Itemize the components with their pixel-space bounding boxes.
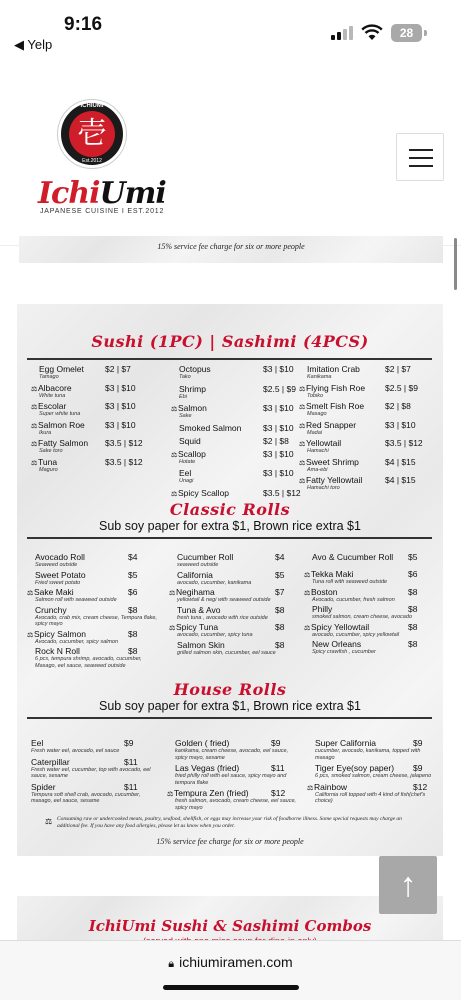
menu-item [31,757,155,780]
menu-item-description: Kanikama [307,374,332,380]
menu-item-name: ⚖Salmon [171,403,207,413]
menu-item-description: fresh salmon, avocado, cream cheese, eel sauce, spicy mayo [175,798,297,811]
menu-item [171,487,301,498]
section-divider [27,717,432,719]
menu-item-name: New Orleans [312,639,362,649]
menu-item [315,763,435,780]
menu-item-name: ⚖Salmon Roe [31,419,85,430]
menu-item-description: Maguro [39,466,58,473]
menu-item-price: $8 [128,604,138,615]
menu-item-description: Avocado, crab mix, cream cheese, Tempura flake, spicy mayo [35,614,157,627]
menu-item-description: fried philly roll with eel sauce, spicy mayo and tempura flake [175,773,287,786]
menu-item-name: Tuna & Avo [177,604,221,615]
menu-item [177,552,299,569]
menu-item-price: $11 [271,763,285,773]
menu-item-name: Las Vegas (fried) [175,763,240,773]
menu-item-name: Rock N Roll [35,646,80,656]
menu-item-name: California [177,569,213,580]
menu-item-description: Sake toro [39,448,63,454]
menu-item-name: Philly [312,604,333,614]
menu-item-name: ⚖Rainbow [307,781,348,792]
menu-item-description: California roll topped with 4 kind of fish(chef's choice) [315,791,426,804]
menu-item [307,364,429,381]
brand-tagline: JAPANESE CUISINE I EST.2012 [40,208,165,215]
menu-item [175,738,299,761]
menu-item-name: ⚖Smelt Fish Roe [299,401,365,411]
menu-item [169,622,299,639]
menu-item-price: $4 [128,552,138,562]
menu-item-price: $8 [128,646,138,656]
menu-item [167,788,299,811]
menu-item [315,738,435,761]
menu-item-price: $3 | $10 [385,419,416,430]
menu-item [35,646,157,669]
menu-item [39,364,159,381]
menu-page-area [0,242,461,940]
hamburger-menu-button[interactable] [396,133,444,181]
browser-address-bar[interactable] [0,940,461,1000]
menu-item [312,639,434,656]
menu-item-name: ⚖Spicy Scallop [171,487,230,498]
menu-item-name: Eel [31,738,44,748]
menu-item-description: yellowtail & negi with seaweed outside [177,597,271,603]
menu-item-name: Imitation Crab [307,364,360,374]
menu-item-name: ⚖Spicy Tuna [169,622,219,632]
menu-item-name: ⚖Negihama [169,587,215,597]
menu-item-price: $3 | $10 [263,364,294,374]
menu-item-name: ⚖Yellowtail [299,438,342,448]
menu-item [299,401,429,418]
menu-item-name: Shrimp [179,383,206,394]
menu-item-price: $3 | $10 [263,468,294,478]
menu-item [31,438,159,455]
site-header [0,58,461,246]
menu-item-name: ⚖Tempura Zen (fried) [167,788,249,798]
raw-fish-icon: ⚖ [307,784,314,792]
menu-item-description: Fried sweet potato [35,579,81,586]
menu-item-price: $9 [413,738,423,748]
menu-item-name: Crunchy [35,604,67,615]
scroll-to-top-button[interactable] [379,856,437,914]
logo-ring-bottom: Est.2012 [82,158,102,164]
brand-wordmark[interactable] [38,176,166,211]
classic-rolls-subtitle: Sub soy paper for extra $1, Brown rice extra $1 [99,519,361,533]
menu-item-price: $2.5 | $9 [385,382,418,393]
menu-item-name: ⚖Spicy Salmon [27,628,86,639]
menu-item-description: avocado, cucumber, spicy tuna [177,632,253,638]
menu-item-name: ⚖Scallop [171,448,206,459]
raw-fish-icon: ⚖ [304,589,311,597]
menu-item-price: $3 | $10 [105,419,136,430]
raw-fish-icon: ⚖ [299,441,306,448]
url-text[interactable]: ichiumiramen.com [179,954,293,970]
menu-item-name: Tiger Eye(soy paper) [315,763,395,773]
menu-item [171,448,294,466]
menu-item-name: Avo & Cucumber Roll [312,552,394,562]
menu-item-price: $2 | $7 [385,364,411,374]
menu-item-name: ⚖Albacore [31,382,72,393]
menu-item-description: avocado, cucumber, kanikama [177,579,252,586]
menu-item-description: Fresh water eel, avocado, eel sauce [31,748,120,754]
menu-item-name: Super California [315,738,376,748]
menu-item-price: $11 [124,781,138,792]
menu-item-price: $3.5 | $12 [105,456,143,467]
menu-item-description: kanikama, cream cheese, avocado, eel sauce, spicy mayo, sesame [175,748,289,761]
menu-item-price: $9 [413,763,423,773]
menu-item [307,781,435,805]
menu-item-price: $7 [275,587,285,597]
raw-fish-icon: ⚖ [299,459,306,467]
section-divider [27,358,432,360]
service-fee-note: 15% service fee charge for six or more people [157,242,305,251]
menu-item-name: Spider [31,781,56,792]
menu-item-price: $2 | $7 [105,364,131,374]
menu-item [179,468,294,485]
menu-item-description: Seaweed outside [35,562,78,568]
house-rolls-title: House Rolls [173,680,287,699]
menu-item-name: ⚖Flying Fish Roe [299,382,366,393]
menu-item-name: ⚖Spicy Yellowtail [304,621,370,632]
menu-item-description: Unagi [179,478,194,484]
menu-item-description: grilled salmon skin, cucumber, eel sauce [177,649,276,656]
menu-item [299,419,429,437]
raw-fish-icon: ⚖ [171,490,178,498]
menu-item [304,586,434,604]
menu-item [31,419,159,437]
menu-item [35,605,157,628]
menu-item-price: $3 | $10 [263,448,294,459]
menu-item [175,763,299,786]
menu-item-name: ⚖Tekka Maki [304,569,354,579]
menu-item-description: 6 pcs, smoked salmon, cream cheese, jalapeno [315,773,432,779]
menu-item-name: Sweet Potato [35,569,86,580]
menu-item-price: $2 | $8 [385,401,411,411]
sushi-section-title: Sushi (1PC) | Sashimi (4PCS) [91,332,369,351]
menu-item-price: $8 [128,628,138,639]
combos-title: IchiUmi Sushi & Sashimi Combos [88,917,372,935]
menu-item-description: Sake [179,413,192,419]
menu-item-name: Avocado Roll [35,552,85,562]
brand-black: Umi [99,176,166,211]
home-indicator[interactable] [163,985,299,990]
menu-item-description: Hamachi toro [307,485,340,491]
menu-item [31,782,155,805]
menu-item [35,552,157,569]
menu-item-price: $2.5 | $9 [263,383,296,394]
menu-item-description: Avocado, cucumber, fresh salmon [312,596,395,603]
raw-fish-icon: ⚖ [27,590,34,597]
menu-item-description: Super white tuna [39,411,81,417]
raw-food-notice: Consuming raw or undercooked meats, poultry, seafood, shellfish, or eggs may increase your risk of foodborne illness. Some special requests may charge an additional fee. If you have any food allergies, please let us know when you order. [57,816,402,829]
menu-item-name: Octopus [179,364,211,374]
menu-item-price: $3 | $10 [263,403,294,413]
menu-item-description: fresh tuna , avocado with rice outside [177,614,268,621]
raw-fish-icon: ⚖ [304,624,311,632]
menu-item [299,438,429,455]
menu-item-description: Ebi [179,393,187,400]
menu-item [299,382,429,400]
menu-item-description: Tako [179,374,191,380]
arrow-up-icon: ↑ [399,866,417,904]
menu-item [35,570,157,587]
service-fee-note: 15% service fee charge for six or more people [156,837,304,846]
menu-item [312,604,434,621]
menu-item-price: $12 [413,781,428,792]
menu-item [299,475,429,492]
menu-item-name: ⚖Sweet Shrimp [299,456,359,467]
battery-icon: 28 [391,24,422,42]
raw-fish-icon: ⚖ [299,385,306,393]
menu-item-description: Tamago [39,374,59,380]
battery-tip [424,30,427,36]
menu-item-name: Golden ( fried) [175,738,230,748]
menu-item-description: Ikura [39,429,52,436]
menu-item [171,403,294,420]
raw-fish-icon: ⚖ [31,441,38,448]
menu-item-description: smoked salmon, cream cheese, avocado [312,614,412,620]
status-bar [0,0,461,58]
menu-item-price: $4 | $15 [385,475,416,485]
menu-item [31,382,159,400]
raw-fish-icon: ⚖ [31,385,38,393]
raw-fish-icon: ⚖ [299,422,306,430]
raw-fish-icon: ⚖ [304,572,311,579]
menu-item [179,436,287,446]
menu-item-description: Spicy crawfish , cucumber [312,649,376,655]
menu-item-price: $5 [408,552,418,562]
menu-item-price: $3 | $10 [105,401,136,411]
menu-item-description: Ama-ebi [307,466,328,473]
menu-item-price: $8 [275,622,285,632]
menu-item-name: ⚖Fatty Salmon [31,438,89,448]
menu-item-price: $8 [408,639,418,649]
menu-item-name: Caterpillar [31,756,70,767]
cellular-signal-icon [331,26,353,40]
menu-item [27,587,157,604]
menu-item-price: $4 | $15 [385,456,416,467]
menu-item-description: Fresh water eel, cucumber, top with avocado, eel sauce, sesame [31,766,151,779]
menu-item [27,628,157,646]
menu-item-price: $3.5 | $12 [263,487,301,498]
menu-item-price: $8 [408,586,418,597]
menu-item-price: $8 [408,621,418,632]
raw-fish-icon: ⚖ [31,404,38,411]
menu-item [177,605,299,622]
raw-fish-icon: ⚖ [299,404,306,411]
menu-item-description: Tobiko [307,392,324,399]
menu-item-description: Masago [307,411,327,417]
menu-item-price: $8 [275,604,285,615]
menu-item-name: ⚖Escolar [31,401,67,411]
logo-ring-top: ICHIUMI [80,103,104,109]
hamburger-icon [409,149,433,151]
raw-fish-icon: ⚖ [167,791,174,798]
lock-icon: 🔒︎ [168,958,175,970]
menu-item-name: Smoked Salmon [179,422,242,433]
raw-fish-icon: ⚖ [31,459,38,467]
menu-item [304,621,434,639]
menu-item-price: $11 [124,756,138,767]
menu-item-name: ⚖Tuna [31,456,58,467]
raw-fish-icon: ⚖ [171,451,178,459]
menu-item [31,738,155,755]
menu-card [17,304,443,856]
menu-item-description: Tuna roll with seaweed outside [312,579,388,585]
back-to-yelp-link[interactable]: ◀ Yelp [14,37,53,52]
brand-red: Ichi [38,176,100,211]
raw-fish-icon: ⚖ [169,590,176,597]
menu-item-name: Egg Omelet [39,364,84,374]
menu-item [177,640,299,657]
house-rolls-subtitle: Sub soy paper for extra $1, Brown rice extra $1 [99,699,361,713]
menu-item-price: $2 | $8 [263,435,289,446]
menu-item-name: ⚖Fatty Yellowtail [299,475,363,485]
menu-item [31,401,159,418]
menu-item [169,587,299,604]
menu-item-description: Salmon roll with seaweed outside [35,597,117,603]
menu-item-name: ⚖Sake Maki [27,587,74,597]
menu-item-price: $3.5 | $12 [105,438,143,448]
menu-item-price: $3 | $10 [263,422,294,433]
menu-item-description: Avocado, cucumber, spicy salmon [35,638,119,645]
menu-item-name: ⚖Boston [304,586,338,597]
menu-item-description: White tuna [39,392,66,399]
menu-item-price: $12 [271,788,286,798]
menu-item-price: $3.5 | $12 [385,438,423,448]
classic-rolls-title: Classic Rolls [169,500,291,519]
raw-fish-icon: ⚖ [171,406,178,413]
menu-item [304,569,434,586]
menu-item-name: Squid [179,435,201,446]
restaurant-logo[interactable] [58,100,126,168]
menu-item-name: Eel [179,468,192,478]
menu-item-price: $3 | $10 [105,382,136,393]
menu-item-description: seaweed outside [177,562,219,568]
menu-item [31,456,159,474]
raw-fish-icon: ⚖ [299,478,306,485]
menu-item-description: Madai [307,429,322,436]
menu-item-name: Salmon Skin [177,639,225,650]
menu-item-name: ⚖Red Snapper [299,419,357,430]
menu-item-price: $6 [408,569,418,579]
raw-fish-icon: ⚖ [169,625,176,632]
menu-item-description: 6 pcs, tempura shrimp, avocado, cucumber, Masago, eel sauce, seaweed outside [35,656,142,669]
page-scrollbar[interactable] [454,238,457,290]
menu-item [299,456,429,474]
menu-item-description: avocado, cucumber, spicy yellowtail [312,631,400,638]
logo-character: 壱 [69,111,115,157]
wifi-icon [361,24,383,41]
menu-item-price: $4 [275,552,285,562]
menu-item-price: $5 [128,569,138,580]
menu-item-price: $5 [275,569,285,580]
menu-item-price: $6 [128,587,138,597]
clock: 9:16 [64,14,103,35]
menu-item-description: cucumber, avocado, kanikama, topped with masago [315,748,421,761]
menu-item [312,552,434,562]
menu-item [177,570,299,587]
menu-item [179,383,296,401]
menu-item-price: $9 [271,738,281,748]
section-divider [27,537,432,539]
previous-menu-card [19,236,443,263]
menu-item-name: Cucumber Roll [177,552,234,562]
menu-item-description: Hotate [179,458,196,465]
raw-fish-icon: ⚖ [31,422,38,430]
menu-item-price: $8 [275,639,285,650]
menu-item-price: $8 [408,604,418,614]
raw-fish-icon: ⚖ [27,631,34,639]
menu-item [179,364,294,381]
menu-item-description: Hamachi [307,448,329,454]
menu-item [179,422,294,433]
menu-item-price: $9 [124,738,134,748]
raw-food-warning-icon: ⚖ [45,817,53,826]
menu-item-description: Tempura soft shell crab, avocado, cucumber, masago, eel sauce, sesame [31,791,141,804]
